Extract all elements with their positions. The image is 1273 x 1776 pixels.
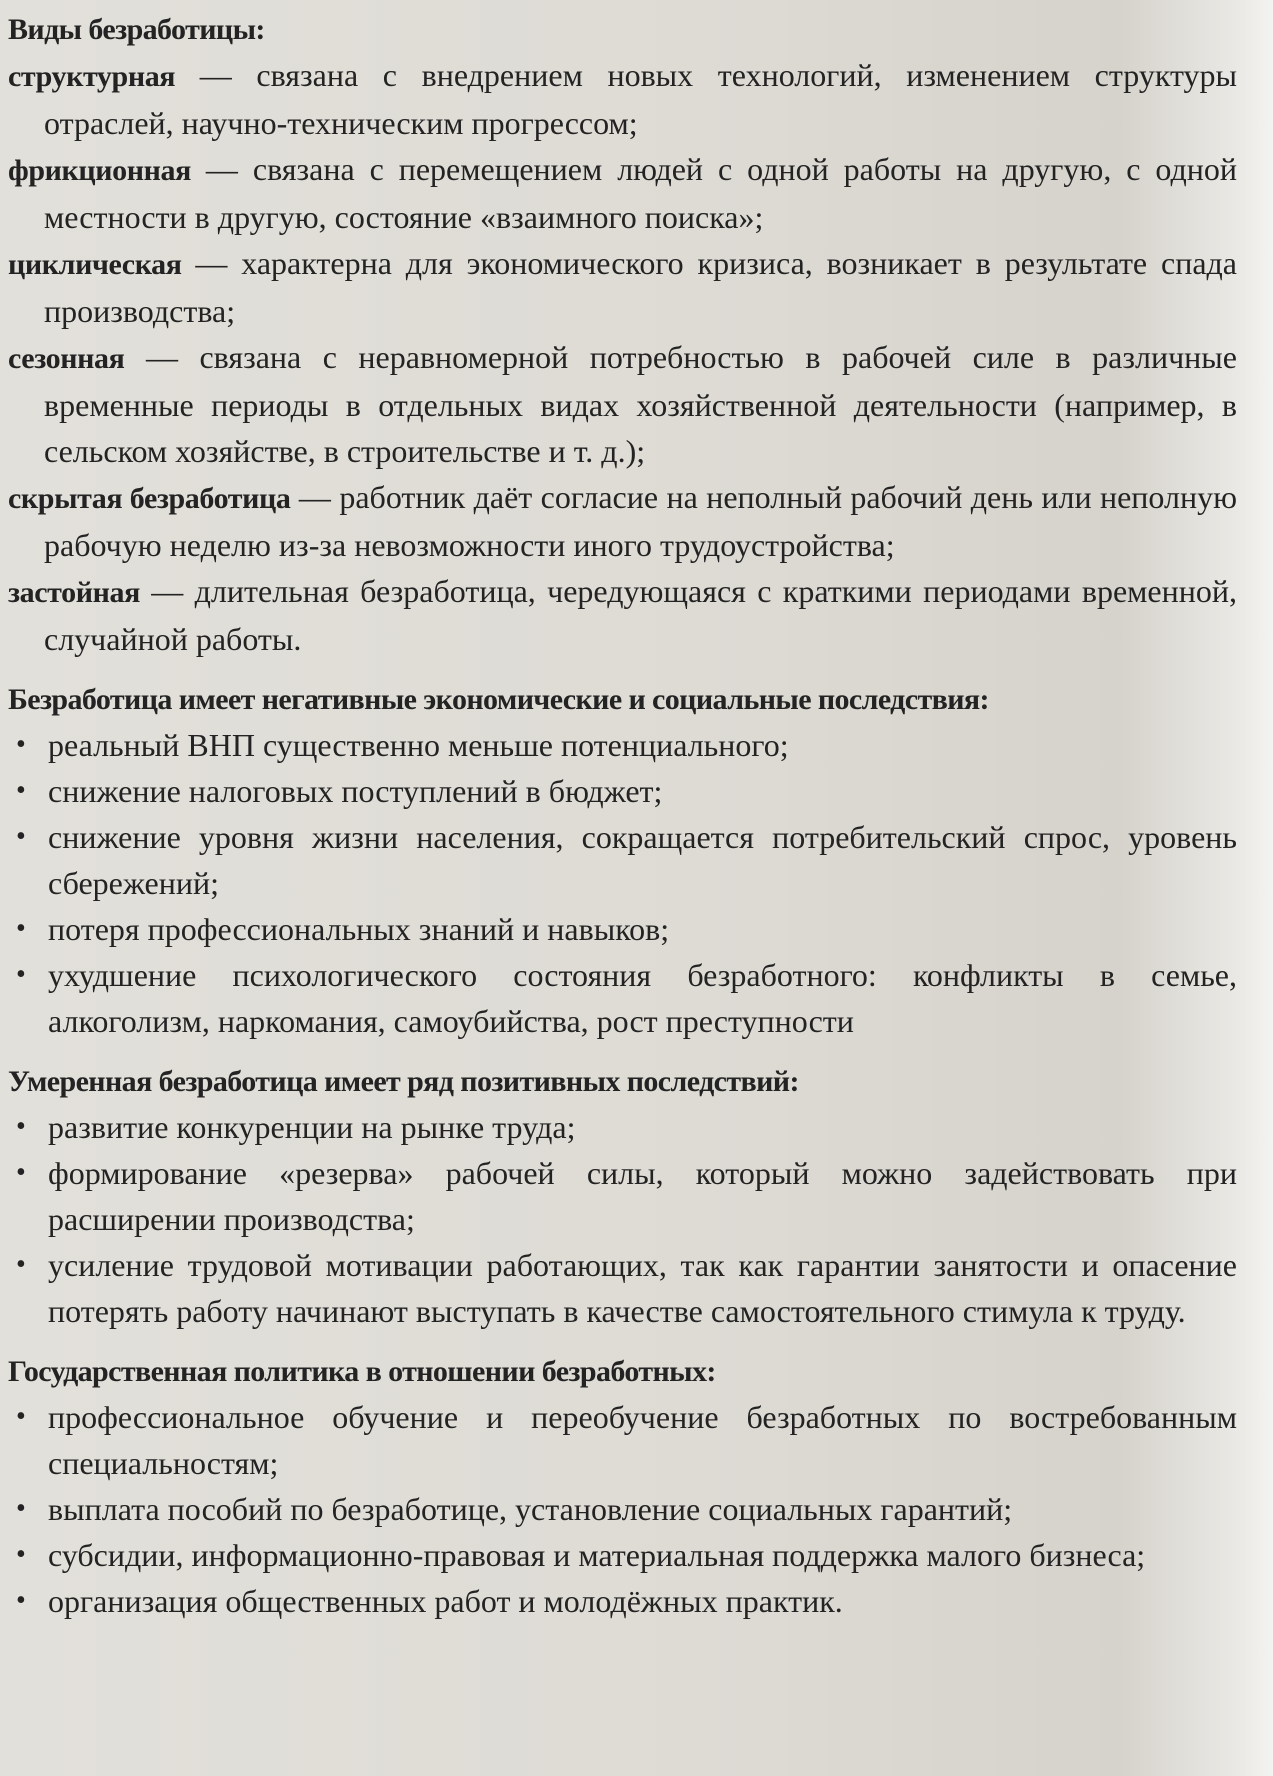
definition-term: циклическая: [8, 248, 182, 281]
section-heading: Виды безработицы:: [8, 13, 265, 46]
section-negative-consequences: [8, 678, 1237, 1044]
definition-term: сезонная: [8, 342, 125, 375]
bullet-item: • выплата пособий по безработице, установление социальных гарантий;: [8, 1486, 1237, 1532]
bullet-item: • ухудшение психологического состояния безработного: конфликты в семье, алкоголизм, наркомания, самоубийства, рост преступности: [8, 952, 1237, 1044]
bullet-item: • реальный ВНП существенно меньше потенциального;: [8, 722, 1237, 768]
definition-term: фрикционная: [8, 154, 191, 187]
definition-term: структурная: [8, 60, 176, 93]
section-positive-consequences: [8, 1060, 1237, 1334]
definition-item: [8, 334, 1237, 474]
definition-list: [8, 52, 1237, 662]
definition-text: — длительная безработица, чередующаяся с краткими периодами временной, случайной работы.: [44, 573, 1237, 657]
section-heading: Государственная политика в отношении безработных:: [8, 1355, 716, 1388]
bullet-item: • потеря профессиональных знаний и навыков;: [8, 906, 1237, 952]
section-heading: Умеренная безработица имеет ряд позитивных последствий:: [8, 1065, 799, 1098]
bullet-item: • профессиональное обучение и переобучение безработных по востребованным специальностям;: [8, 1394, 1237, 1486]
bullet-item: • развитие конкуренции на рынке труда;: [8, 1104, 1237, 1150]
definition-item: [8, 240, 1237, 334]
bullet-item: • снижение налоговых поступлений в бюджет;: [8, 768, 1237, 814]
section-unemployment-types: [8, 8, 1237, 662]
definition-term: застойная: [8, 576, 140, 609]
definition-text: — работник даёт согласие на неполный рабочий день или неполную рабочую неделю из-за невозможности иного трудоустройства;: [44, 479, 1238, 563]
definition-item: [8, 568, 1237, 662]
section-heading: Безработица имеет негативные экономические и социальные последствия:: [8, 683, 989, 716]
bullet-item: • формирование «резерва» рабочей силы, который можно задействовать при расширении производства;: [8, 1150, 1237, 1242]
bullet-item: • усиление трудовой мотивации работающих, так как гарантии занятости и опасение потерять работу начинают выступать в качестве самостоятельного стимула к труду.: [8, 1242, 1237, 1334]
definition-text: — характерна для экономического кризиса, возникает в результате спада производства;: [44, 245, 1237, 329]
section-state-policy: [8, 1350, 1237, 1624]
bullet-item: • снижение уровня жизни населения, сокращается потребительский спрос, уровень сбережений;: [8, 814, 1237, 906]
definition-text: — связана с внедрением новых технологий, изменением структуры отраслей, научно-техническим прогрессом;: [44, 57, 1237, 141]
bullet-list: [8, 722, 1237, 1044]
definition-text: — связана с перемещением людей с одной работы на другую, с одной местности в другую, состояние «взаимного поиска»;: [44, 151, 1237, 235]
bullet-list: [8, 1394, 1237, 1624]
bullet-item: • субсидии, информационно-правовая и материальная поддержка малого бизнеса;: [8, 1532, 1237, 1578]
definition-term: скрытая безработица: [8, 482, 291, 515]
definition-item: [8, 474, 1237, 568]
bullet-list: [8, 1104, 1237, 1334]
definition-item: [8, 52, 1237, 146]
bullet-item: • организация общественных работ и молодёжных практик.: [8, 1578, 1237, 1624]
definition-item: [8, 146, 1237, 240]
definition-text: — связана с неравномерной потребностью в рабочей силе в различные временные периоды в отдельных видах хозяйственной деятельности (например, в сельском хозяйстве, в строительстве и т. д.);: [44, 339, 1237, 469]
